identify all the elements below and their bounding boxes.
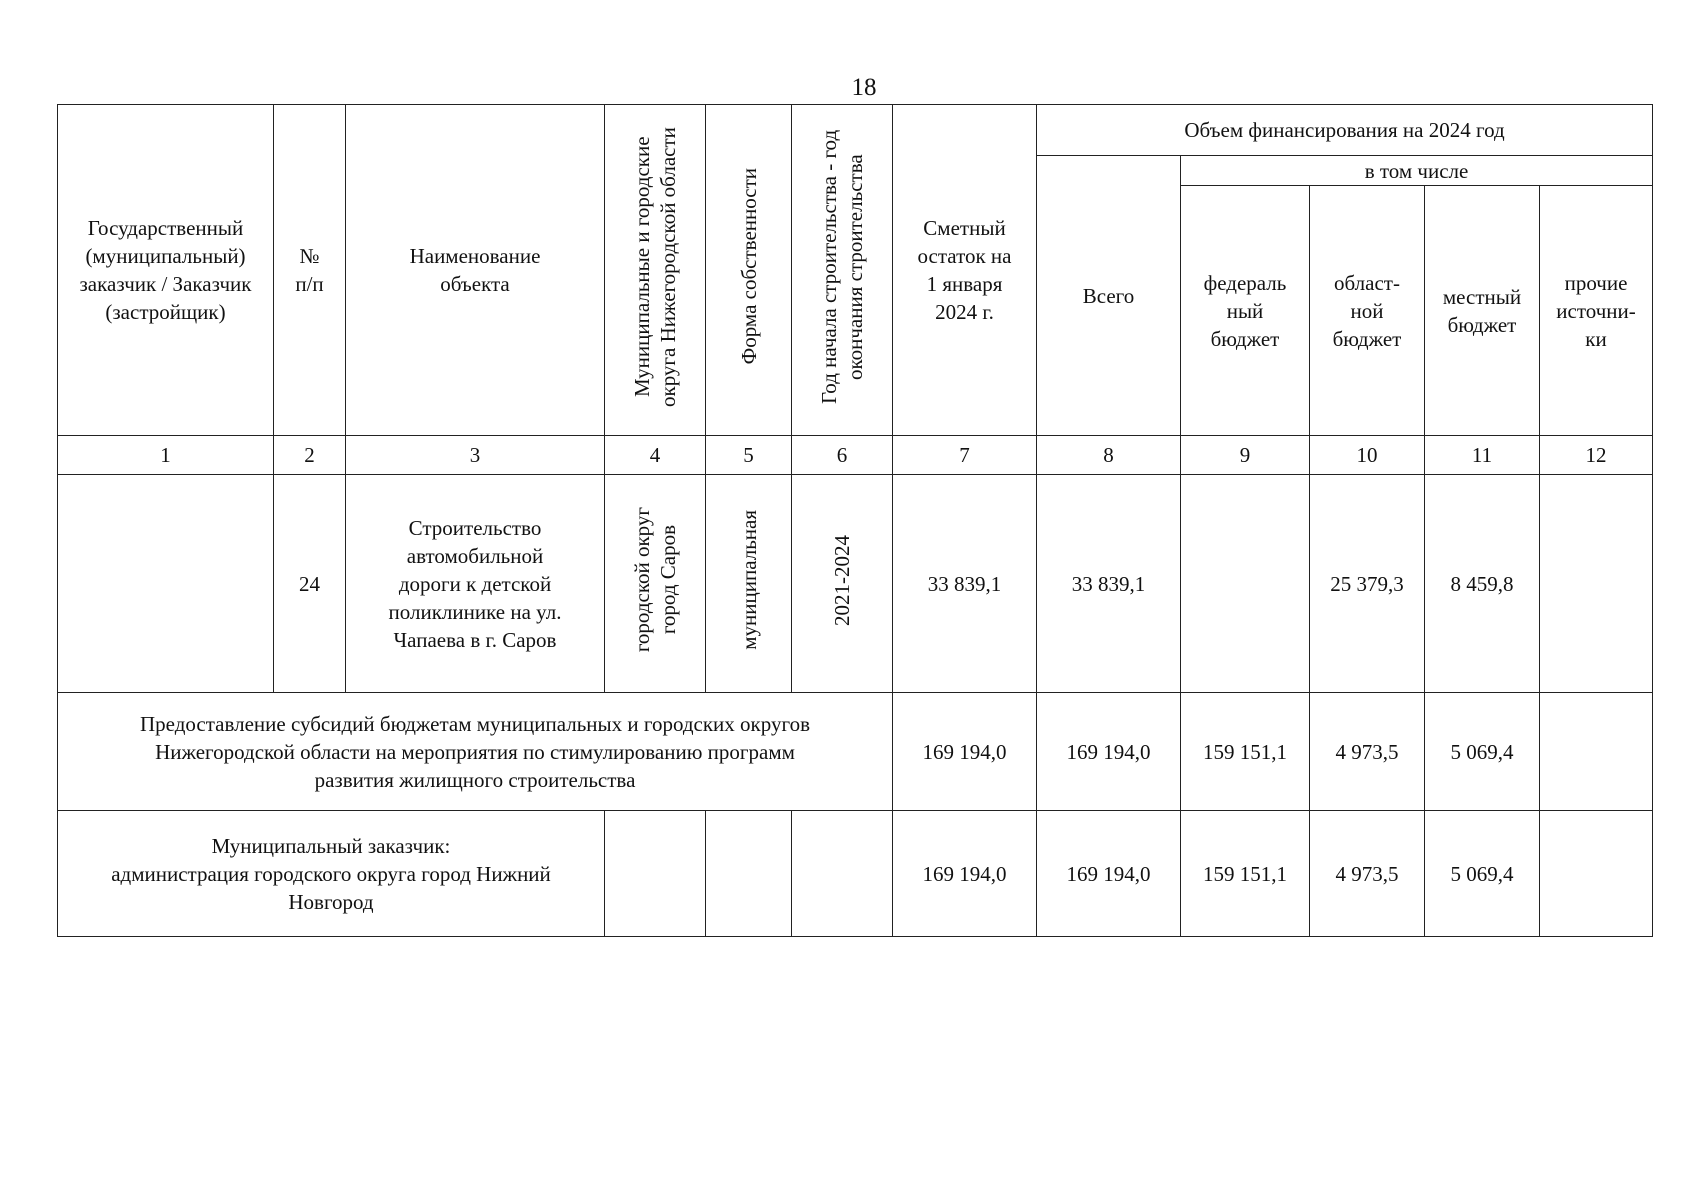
column-number: 5 (706, 436, 792, 475)
object-local: 8 459,8 (1425, 475, 1540, 693)
customer-federal: 159 151,1 (1181, 811, 1310, 937)
header-other: прочие источни- ки (1540, 186, 1653, 436)
header-local: местный бюджет (1425, 186, 1540, 436)
header-customer: Государственный (муниципальный) заказчик / Заказчик (застройщик) (58, 105, 274, 436)
customer-regional: 4 973,5 (1310, 811, 1425, 937)
customer-total: 169 194,0 (1037, 811, 1181, 937)
header-district-text: Муниципальные и городские округа Нижегородской области (630, 126, 680, 407)
customer-row (58, 811, 1653, 937)
header-years-text: Год начала строительства - год окончания строительства (817, 129, 867, 404)
column-number: 7 (893, 436, 1037, 475)
column-number: 6 (792, 436, 893, 475)
header-regional: област- ной бюджет (1310, 186, 1425, 436)
object-ownership-text: муниципальная (736, 510, 761, 650)
subsidy-label: Предоставление субсидий бюджетам муниципальных и городских округов Нижегородской области на мероприятия по стимулированию программ развития жилищного строительства (58, 693, 893, 811)
object-federal (1181, 475, 1310, 693)
customer-other (1540, 811, 1653, 937)
customer-estimate-balance: 169 194,0 (893, 811, 1037, 937)
object-estimate-balance: 33 839,1 (893, 475, 1037, 693)
customer-district (605, 811, 706, 937)
customer-years (792, 811, 893, 937)
object-other (1540, 475, 1653, 693)
header-years (792, 105, 893, 436)
object-customer (58, 475, 274, 693)
header-district (605, 105, 706, 436)
object-district (605, 475, 706, 693)
column-number: 1 (58, 436, 274, 475)
header-row-1 (58, 105, 1653, 156)
subsidy-row (58, 693, 1653, 811)
object-ownership (706, 475, 792, 693)
subsidy-estimate-balance: 169 194,0 (893, 693, 1037, 811)
customer-ownership (706, 811, 792, 937)
subsidy-other (1540, 693, 1653, 811)
column-number: 4 (605, 436, 706, 475)
object-total: 33 839,1 (1037, 475, 1181, 693)
object-years-text: 2021-2024 (830, 534, 854, 626)
object-number: 24 (274, 475, 346, 693)
subsidy-federal: 159 151,1 (1181, 693, 1310, 811)
financing-table (57, 104, 1653, 937)
header-ownership (706, 105, 792, 436)
header-financing-group: Объем финансирования на 2024 год (1037, 105, 1653, 156)
header-total: Всего (1037, 156, 1181, 436)
column-number: 10 (1310, 436, 1425, 475)
header-estimate-balance: Сметный остаток на 1 января 2024 г. (893, 105, 1037, 436)
header-ownership-text: Форма собственности (736, 168, 761, 365)
header-federal: федераль ный бюджет (1181, 186, 1310, 436)
column-number: 12 (1540, 436, 1653, 475)
column-number: 8 (1037, 436, 1181, 475)
column-number: 9 (1181, 436, 1310, 475)
header-object-name: Наименование объекта (346, 105, 605, 436)
column-number: 11 (1425, 436, 1540, 475)
subsidy-regional: 4 973,5 (1310, 693, 1425, 811)
column-number-row (58, 436, 1653, 475)
object-regional: 25 379,3 (1310, 475, 1425, 693)
subsidy-total: 169 194,0 (1037, 693, 1181, 811)
customer-local: 5 069,4 (1425, 811, 1540, 937)
object-row (58, 475, 1653, 693)
header-number: № п/п (274, 105, 346, 436)
column-number: 3 (346, 436, 605, 475)
column-number: 2 (274, 436, 346, 475)
object-years (792, 475, 893, 693)
customer-label: Муниципальный заказчик: администрация городского округа город Нижний Новгород (58, 811, 605, 937)
object-district-text: городской округ город Саров (630, 507, 680, 653)
header-including: в том числе (1181, 156, 1653, 186)
page-number: 18 (851, 74, 877, 101)
object-name: Строительство автомобильной дороги к детской поликлинике на ул. Чапаева в г. Саров (346, 475, 605, 693)
subsidy-local: 5 069,4 (1425, 693, 1540, 811)
